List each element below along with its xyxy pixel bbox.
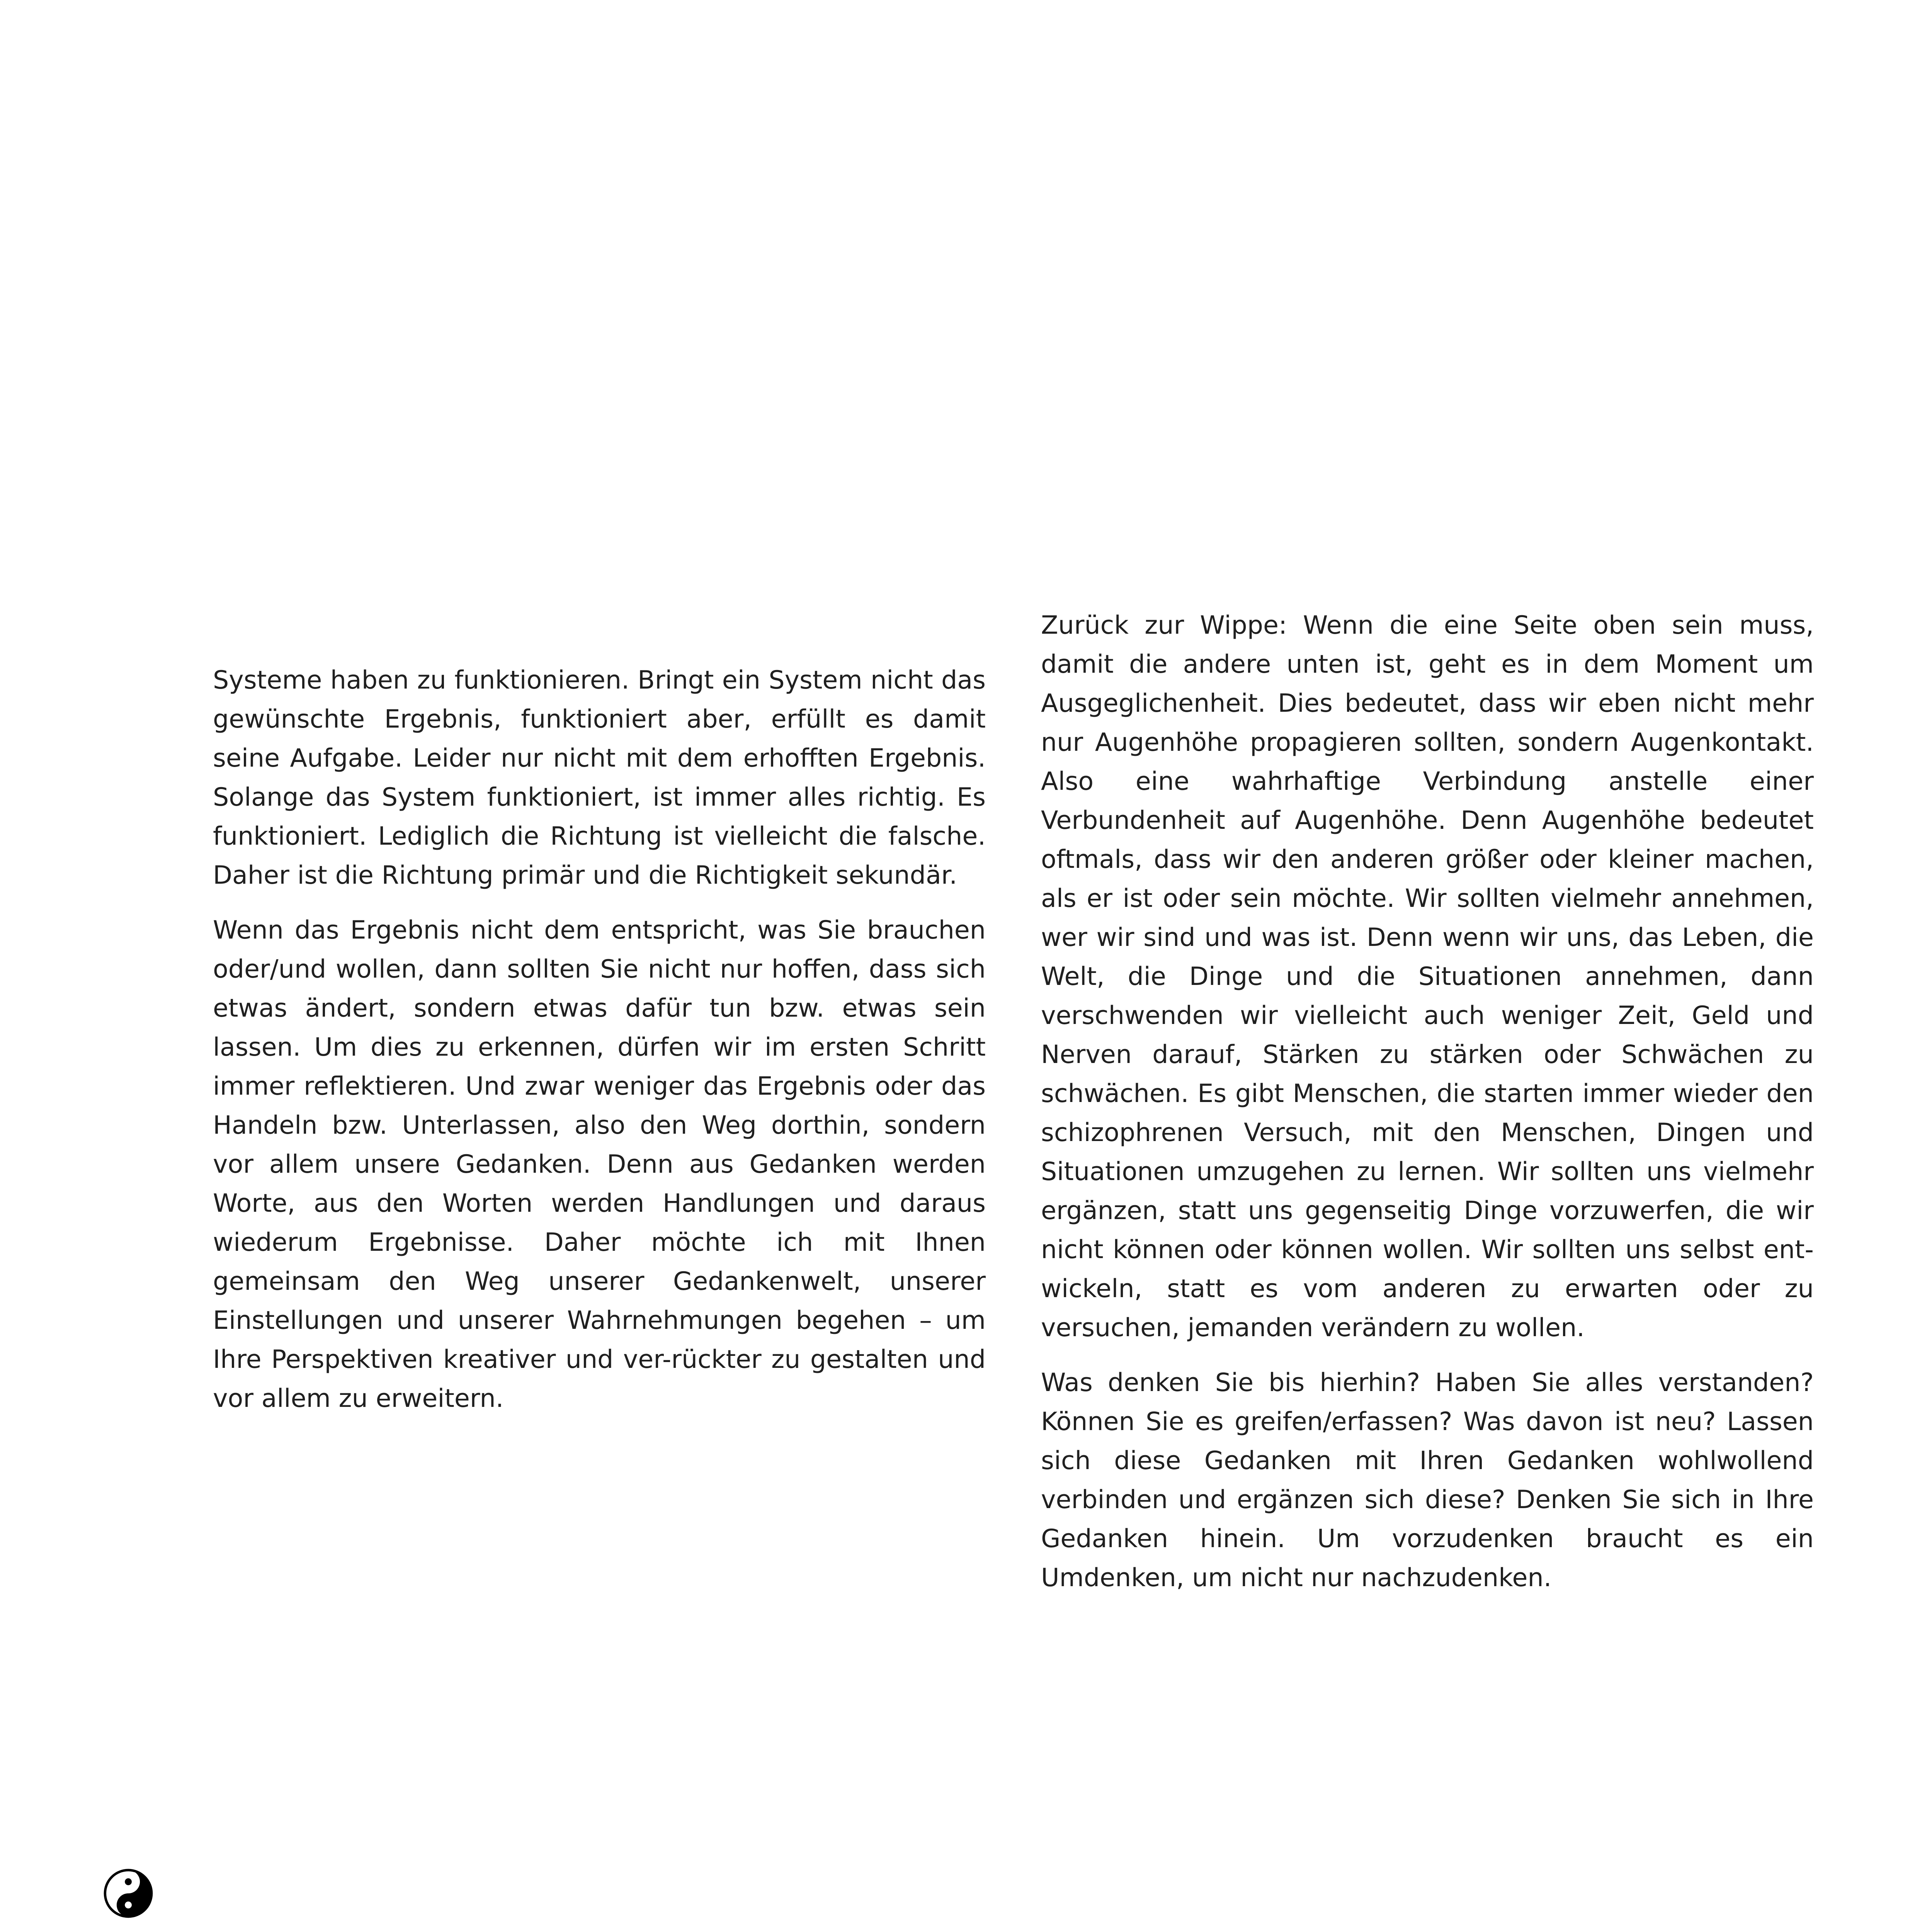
- right-text-column: [1041, 606, 1814, 1613]
- paragraph: Zurück zur Wippe: Wenn die eine Seite oben sein muss, damit die andere unten ist, geht es in dem Moment um Ausgeglichenheit. Dies bedeutet, dass wir eben nicht mehr nur Augenhöhe propagieren sollten, sondern Augenkontakt. Also eine wahrhaftige Verbindung anstelle einer Verbundenheit auf Augenhöhe. Denn Augenhöhe bedeutet oftmals, dass wir den anderen größer oder kleiner machen, als er ist oder sein möchte. Wir sollten vielmehr annehmen, wer wir sind und was ist. Denn wenn wir uns, das Leben, die Welt, die Dinge und die Situationen annehmen, dann verschwenden wir vielleicht auch weniger Zeit, Geld und Nerven darauf, Stärken zu stärken oder Schwächen zu schwächen. Es gibt Menschen, die starten immer wieder den schizophrenen Versuch, mit den Menschen, Dingen und Situationen umzugehen zu lernen. Wir sollten uns vielmehr ergänzen, statt uns gegenseitig Dinge vorzuwerfen, die wir nicht können oder können wollen. Wir sollten uns selbst ent-wickeln, statt es vom anderen zu erwarten oder zu versuchen, jemanden verändern zu wollen.: [1041, 611, 1814, 1342]
- paragraph: Was denken Sie bis hierhin? Haben Sie alles verstanden? Können Sie es greifen/erfassen? Was davon ist neu? Lassen sich diese Gedanken mit Ihren Gedanken wohlwollend verbinden und ergänzen sich diese? Denken Sie sich in Ihre Gedanken hinein. Um vorzudenken braucht es ein Umdenken, um nicht nur nachzudenken.: [1041, 1368, 1814, 1592]
- paragraph: Wenn das Ergebnis nicht dem entspricht, was Sie brauchen oder/und wollen, dann sollten Sie nicht nur hoffen, dass sich etwas ändert, sondern etwas dafür tun bzw. etwas sein lassen. Um dies zu erkennen, dürfen wir im ersten Schritt immer reflektieren. Und zwar weniger das Ergebnis oder das Handeln bzw. Unterlassen, also den Weg dorthin, sondern vor allem unsere Gedanken. Denn aus Gedanken werden Worte, aus den Worten werden Handlungen und daraus wiederum Ergebnisse. Daher möchte ich mit Ihnen gemeinsam den Weg unserer Gedankenwelt, unserer Einstellungen und unserer Wahrnehmungen begehen – um Ihre Perspektiven kreativer und ver-rückter zu gestalten und vor allem zu erweitern.: [213, 916, 986, 1413]
- left-text-column: [213, 661, 986, 1434]
- yin-yang-icon: [104, 1869, 153, 1918]
- paragraph: Systeme haben zu funktionieren. Bringt ein System nicht das gewünschte Ergebnis, funktioniert aber, erfüllt es damit seine Aufgabe. Leider nur nicht mit dem erhofften Ergebnis. Solange das System funktioniert, ist immer alles richtig. Es funktioniert. Lediglich die Richtung ist vielleicht die falsche. Daher ist die Richtung primär und die Richtigkeit sekundär.: [213, 666, 986, 890]
